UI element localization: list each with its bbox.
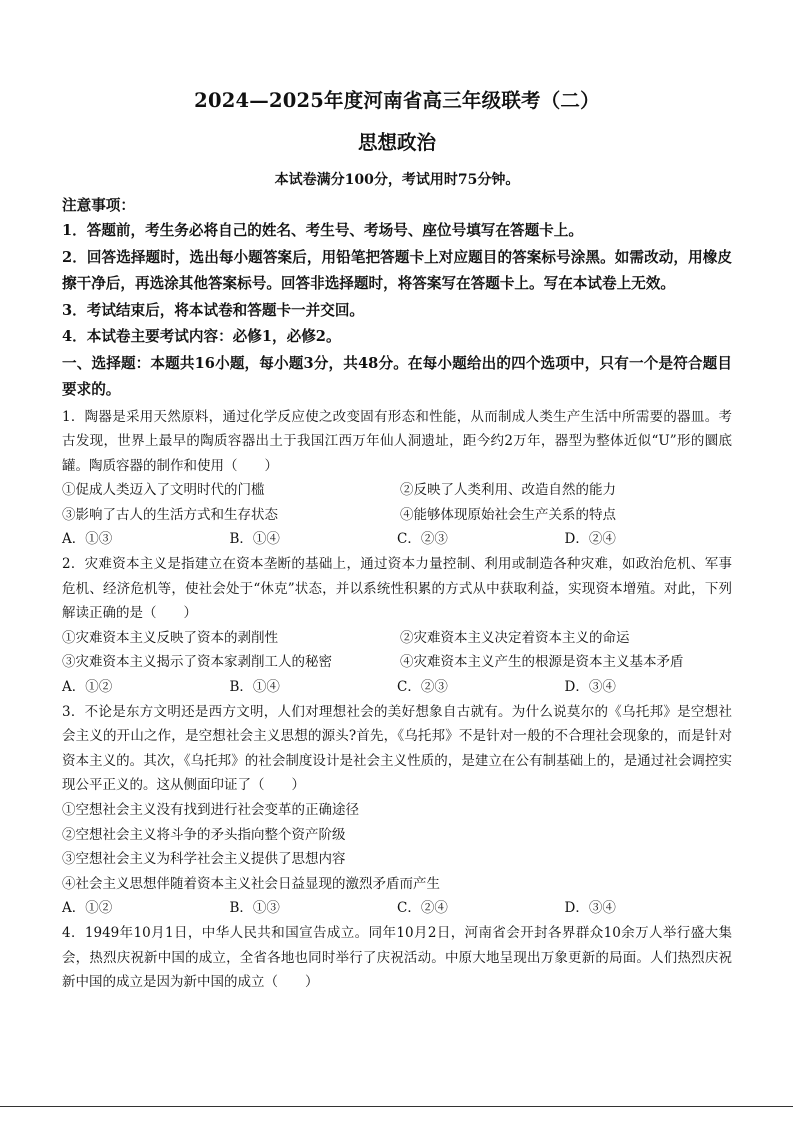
answer-b: B．①④ [229,679,280,696]
notice-item-4: 4．本试卷主要考试内容：必修1，必修2。 [62,328,341,345]
notice-block [62,194,732,351]
question-4 [62,921,732,995]
exam-title: 2024—2025年度河南省高三年级联考（二） [194,89,600,112]
option-4: ④能够体现原始社会生产关系的特点 [400,506,616,523]
option-1: ①促成人类迈入了文明时代的门槛 [62,482,265,499]
answer-b: B．①④ [229,531,280,548]
answer-choices [62,896,732,921]
notice-item-2: 2．回答选择题时，选出每小题答案后，用铅笔把答题卡上对应题目的答案标号涂黑。如需改动，用橡皮擦干净后，再选涂其他答案标号。回答非选择题时，将答案写在答题卡上。写在本试卷上无效。 [62,248,732,292]
option-1: ①空想社会主义没有找到进行社会变革的正确途径 [62,802,359,818]
answer-c: C．②④ [397,900,448,917]
option-2: ②反映了人类利用、改造自然的能力 [400,482,616,499]
option-2: ②空想社会主义将斗争的矛头指向整个资产阶级 [62,826,346,843]
question-stem: 2．灾难资本主义是指建立在资本垄断的基础上，通过资本力量控制、利用或制造各种灾难，如政治危机、军事危机、经济危机等，使社会处于“休克”状态，并以系统性积累的方式从中获取利益，实现资本增殖。对此，下列解读正确的是（ ） [62,556,732,622]
option-3: ③影响了古人的生活方式和生存状态 [62,506,278,523]
question-stem: 1．陶器是采用天然原料，通过化学反应使之改变固有形态和性能，从而制成人类生产生活中所需要的器皿。考古发现，世界上最早的陶质容器出土于我国江西万年仙人洞遗址，距今约2万年，器型为整体近似“U”形的圜底罐。陶质容器的制作和使用（ ） [62,408,732,474]
notice-title: 注意事项： [62,197,135,214]
page-bottom-rule [0,1106,793,1107]
notice-item-3: 3．考试结束后，将本试卷和答题卡一并交回。 [62,301,365,319]
answer-a: A．①② [62,900,113,917]
option-row [62,478,732,503]
question-stem: 4．1949年10月1日，中华人民共和国宣告成立。同年10月2日，河南省会开封各界群众10余万人举行盛大集会，热烈庆祝新中国的成立，全省各地也同时举行了庆祝活动。中原大地呈现出万象更新的局面。人们热烈庆祝新中国的成立是因为新中国的成立（ ） [62,924,732,991]
question-3 [62,700,732,921]
option-1: ①灾难资本主义反映了资本的剥削性 [62,629,278,646]
score-line: 本试卷满分100分，考试用时75分钟。 [274,172,520,188]
answer-c: C．②③ [397,531,448,548]
answer-choices [62,675,732,700]
question-2 [62,552,732,700]
option-row [62,503,732,528]
option-row [62,626,732,651]
answer-b: B．①③ [229,900,280,917]
section-heading: 一、选择题：本题共16小题，每小题3分，共48分。在每小题给出的四个选项中，只有一个是符合题目要求的。 [62,354,732,398]
exam-page [62,86,732,995]
option-4: ④社会主义思想伴随着资本主义社会日益显现的激烈矛盾而产生 [62,875,440,892]
option-4: ④灾难资本主义产生的根源是资本主义基本矛盾 [400,654,684,671]
answer-choices [62,527,732,552]
answer-d: D．③④ [564,900,616,917]
answer-a: A．①② [62,679,113,696]
option-3: ③灾难资本主义揭示了资本家剥削工人的秘密 [62,654,332,671]
answer-a: A．①③ [62,531,113,548]
question-1 [62,405,732,553]
option-2: ②灾难资本主义决定着资本主义的命运 [400,629,630,646]
notice-item-1: 1．答题前，考生务必将自己的姓名、考生号、考场号、座位号填写在答题卡上。 [62,222,583,239]
answer-d: D．②④ [564,531,616,548]
answer-d: D．③④ [564,679,616,696]
option-3: ③空想社会主义为科学社会主义提供了思想内容 [62,851,346,868]
question-stem: 3．不论是东方文明还是西方文明，人们对理想社会的美好想象自古就有。为什么说莫尔的《乌托邦》是空想社会主义的开山之作，是空想社会主义思想的源头?首先，《乌托邦》不是针对一般的不合理社会现象的，而是针对资本主义的。其次，《乌托邦》的社会制度设计是社会主义性质的，是建立在公有制基础上的，是通过社会调控实现公平正义的。这从侧面印证了（ ） [62,703,732,794]
option-row [62,650,732,675]
answer-c: C．②③ [397,679,448,696]
subject-title: 思想政治 [357,131,436,154]
